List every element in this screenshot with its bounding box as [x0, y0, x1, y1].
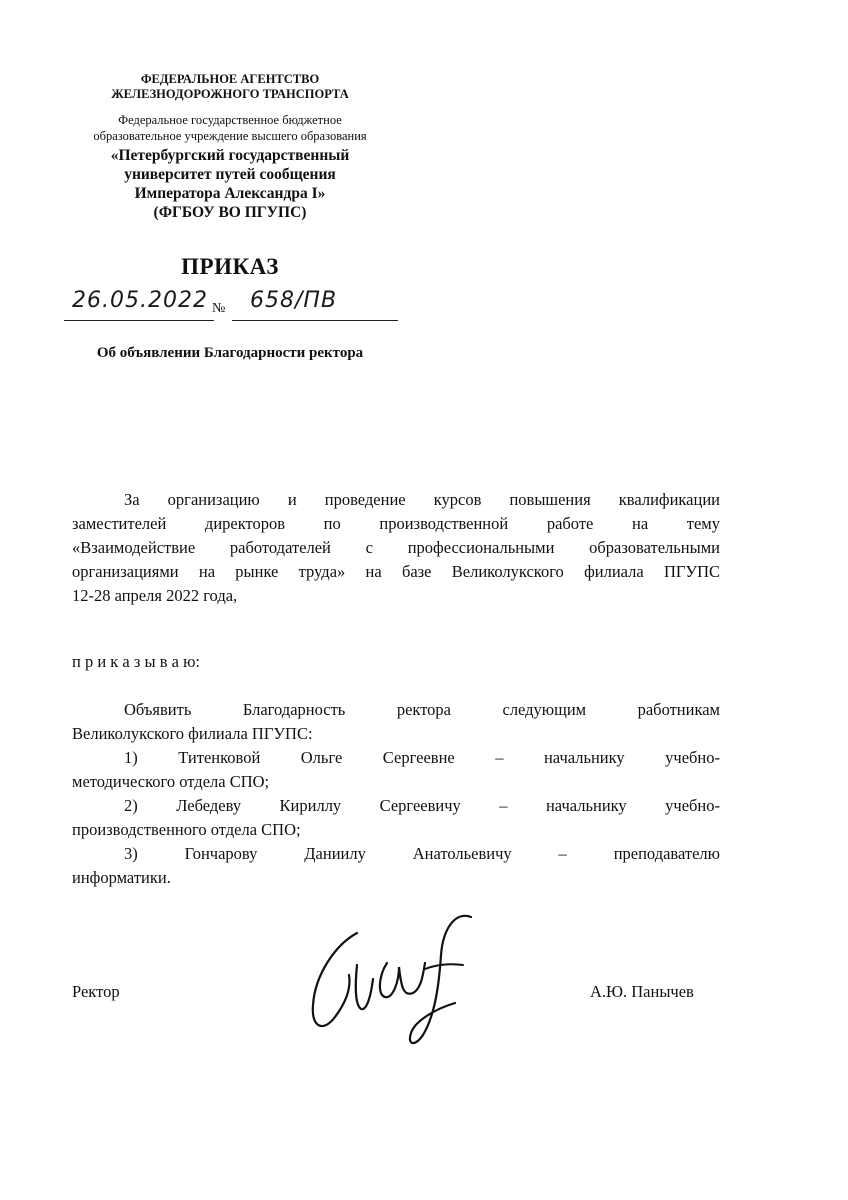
list-item-line-2: информатики. — [72, 868, 171, 887]
order-word: п р и к а з ы в а ю: — [72, 652, 201, 671]
order-subject: Об объявлении Благодарности ректора — [96, 345, 364, 361]
list-item-line-1: 2) Лебедеву Кириллу Сергеевичу – начальнику учебно- — [124, 796, 720, 815]
agency-line-1: ФЕДЕРАЛЬНОЕ АГЕНТСТВО — [140, 72, 320, 86]
signatory-position: Ректор — [72, 982, 120, 1001]
p2-line: Великолукского филиала ПГУПС: — [72, 724, 313, 743]
p1-line: заместителей директоров по производственной работе на тему — [72, 514, 720, 533]
uni-line-1: «Петербургский государственный — [110, 147, 350, 164]
p1-line: За организацию и проведение курсов повышения квалификации — [124, 490, 720, 509]
org-line-2: образовательное учреждение высшего образования — [93, 129, 367, 143]
org-line-1: Федеральное государственное бюджетное — [118, 113, 342, 127]
list-item-line-2: методического отдела СПО; — [72, 772, 270, 791]
p1-line: 12-28 апреля 2022 года, — [72, 586, 238, 605]
uni-line-4: (ФГБОУ ВО ПГУПС) — [153, 204, 307, 221]
p1-line: «Взаимодействие работодателей с профессиональными образовательными — [72, 538, 720, 557]
agency-header — [60, 72, 400, 102]
paragraph-reason — [72, 488, 720, 608]
p1-line: организациями на рынке труда» на базе Великолукского филиала ПГУПС — [72, 562, 720, 581]
signatory-name: А.Ю. Панычев — [590, 982, 694, 1001]
uni-line-2: университет путей сообщения — [124, 166, 336, 183]
uni-line-3: Императора Александра I» — [134, 185, 326, 202]
org-type — [60, 112, 400, 144]
order-date-handwritten: 26.05.2022 — [72, 288, 208, 313]
list-item — [72, 746, 720, 794]
number-sign: № — [212, 301, 226, 316]
agency-line-2: ЖЕЛЕЗНОДОРОЖНОГО ТРАНСПОРТА — [111, 87, 349, 101]
p2-line: Объявить Благодарность ректора следующим работникам — [124, 700, 720, 719]
list-item — [72, 794, 720, 842]
list-item-line-1: 1) Титенковой Ольге Сергеевне – начальнику учебно- — [124, 748, 720, 767]
order-title: ПРИКАЗ — [181, 254, 279, 279]
date-underline — [64, 320, 214, 321]
list-item-line-2: производственного отдела СПО; — [72, 820, 301, 839]
list-item — [72, 842, 720, 890]
university-name — [60, 146, 400, 222]
paragraph-order — [72, 698, 720, 890]
list-item-line-1: 3) Гончарову Даниилу Анатольевичу – преподавателю — [124, 844, 720, 863]
order-number-handwritten: 658/ПВ — [250, 288, 338, 313]
handwritten-signature — [295, 905, 485, 1055]
number-underline — [232, 320, 398, 321]
